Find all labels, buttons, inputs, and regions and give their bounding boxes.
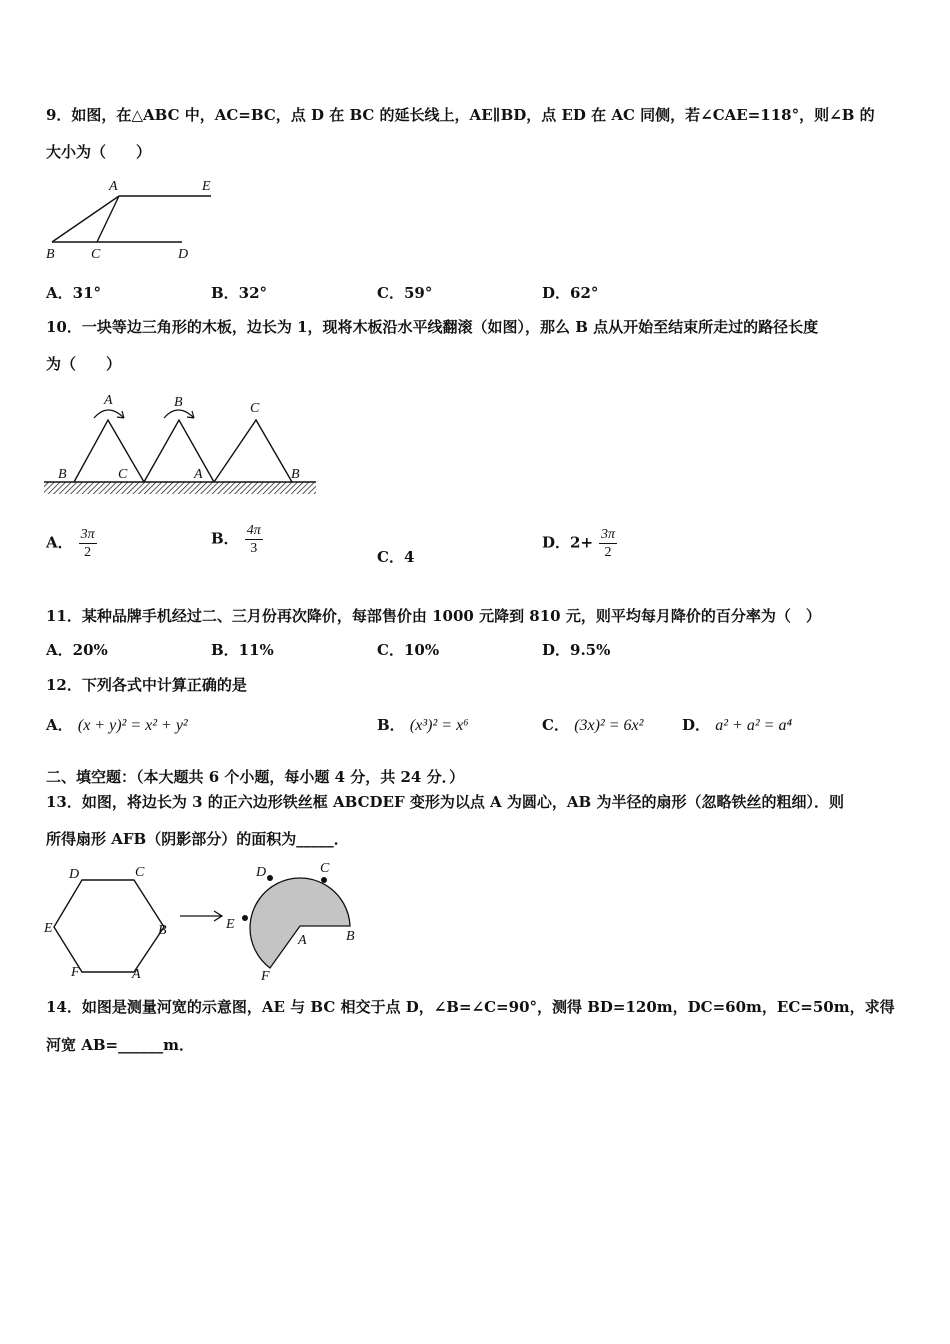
q9-segment-ab [52,196,119,242]
q13-sector-label-a: A [298,933,307,948]
q10-option-a-label: A． [46,533,73,552]
q9-label-d: D [178,247,189,262]
q13-sector-label-e: E [226,917,235,932]
q10-option-d [542,526,617,561]
q11-option-b: B．11% [211,641,274,659]
q12-option-d [682,714,792,735]
q13-point-c [321,877,327,883]
q10-label-a-base: A [194,467,203,482]
q11-option-d: D．9.5% [542,641,611,659]
q10-option-b-label: B． [211,529,239,548]
q13-hexagon [54,880,164,972]
q12-option-a-expr: (x + y)² = x² + y² [77,717,188,734]
q10-figure [44,390,320,500]
q12-option-a-label: A． [46,716,73,734]
q9-option-a: A．31° [46,284,102,302]
q10-option-d-fraction: $\frac{3\pi}{2}$ [601,527,616,560]
q12-option-c-label: C． [542,716,569,734]
q10-triangle-2 [144,420,214,482]
q11-stem: 11．某种品牌手机经过二、三月份再次降价，每部售价由 1000 元降到 810 元，则平均每月降价的百分率为（ ） [46,607,821,625]
q13-hex-label-f: F [71,965,80,980]
q10-option-b [211,522,263,557]
q13-sector-afb [250,878,350,968]
q13-hex-label-e: E [44,921,53,936]
q13-point-d [267,875,273,881]
q11-option-c: C．10% [377,641,440,659]
q12-option-b-label: B． [377,716,405,734]
q12-option-b-expr: (x³)² = x⁶ [409,717,469,734]
q11-option-a: A．20% [46,641,108,659]
q9-stem-line2: 大小为（ ） [46,143,152,161]
q9-figure [44,176,224,262]
q13-sector-label-f: F [261,969,270,984]
q10-option-d-label: D．2+ [542,533,594,552]
q14-stem-line2: 河宽 AB=______m． [46,1036,194,1054]
q14-stem-line1: 14．如图是测量河宽的示意图，AE 与 BC 相交于点 D，∠B=∠C=90°，测得 BD=120m，DC=60m，EC=50m，求得 [46,998,895,1016]
q13-stem-line1: 13．如图，将边长为 3 的正六边形铁丝框 ABCDEF 变形为以点 A 为圆心，AB 为半径的扇形（忽略铁丝的粗细）．则 [46,793,844,811]
q13-hexagon-figure [44,862,174,980]
q9-label-c: C [91,247,101,262]
q10-label-b-top: B [174,395,183,410]
q10-ground [44,482,316,494]
q10-label-c-top: C [250,401,260,416]
q12-option-c-expr: (3x)² = 6x² [574,717,644,734]
q12-option-d-expr: a² + a² = a⁴ [715,717,792,734]
section2-heading: 二、填空题：（本大题共 6 个小题，每小题 4 分，共 24 分．） [46,768,465,786]
q9-option-b: B．32° [211,284,268,302]
q10-label-b-right: B [291,467,300,482]
q12-option-c [542,714,643,735]
q12-option-a [46,714,188,735]
q10-stem-line2: 为（ ） [46,355,122,373]
q13-hex-label-b: B [158,923,167,938]
q13-sector-label-c: C [320,861,330,876]
q10-option-b-fraction: $\frac{4\pi}{3}$ [246,523,261,556]
q9-label-a: A [109,179,118,194]
q13-sector-label-b: B [346,929,355,944]
q13-sector-label-d: D [256,865,267,880]
q9-label-b: B [46,247,55,262]
q10-triangle-1 [74,420,144,482]
q13-point-e [242,915,248,921]
q13-hex-label-c: C [135,865,145,880]
q10-label-a-top: A [104,393,113,408]
q12-option-d-label: D． [682,716,711,734]
q9-option-d: D．62° [542,284,599,302]
q12-stem: 12．下列各式中计算正确的是 [46,676,247,694]
q10-triangle-3 [214,420,292,482]
q12-option-b [377,714,469,735]
q10-option-c: C．4 [377,548,415,566]
q9-label-e: E [202,179,211,194]
q10-label-b-left: B [58,467,67,482]
q13-stem-line2: 所得扇形 AFB（阴影部分）的面积为_____． [46,830,349,848]
q9-stem-line1: 9．如图，在△ABC 中，AC=BC，点 D 在 BC 的延长线上，AE∥BD，点 ED 在 AC 同侧，若∠CAE=118°，则∠B 的 [46,106,875,124]
q13-hex-label-a: A [132,967,141,982]
q13-hex-label-d: D [69,867,80,882]
q13-sector-figure [224,856,360,982]
q9-option-c: C．59° [377,284,433,302]
q13-transform-arrow [178,908,228,924]
q10-stem-line1: 10．一块等边三角形的木板，边长为 1，现将木板沿水平线翻滚（如图），那么 B 点从开始至结束所走过的路径长度 [46,318,819,336]
q10-option-a [46,526,97,561]
q10-option-a-fraction: $\frac{3\pi}{2}$ [80,527,95,560]
q10-label-c-base: C [118,467,128,482]
